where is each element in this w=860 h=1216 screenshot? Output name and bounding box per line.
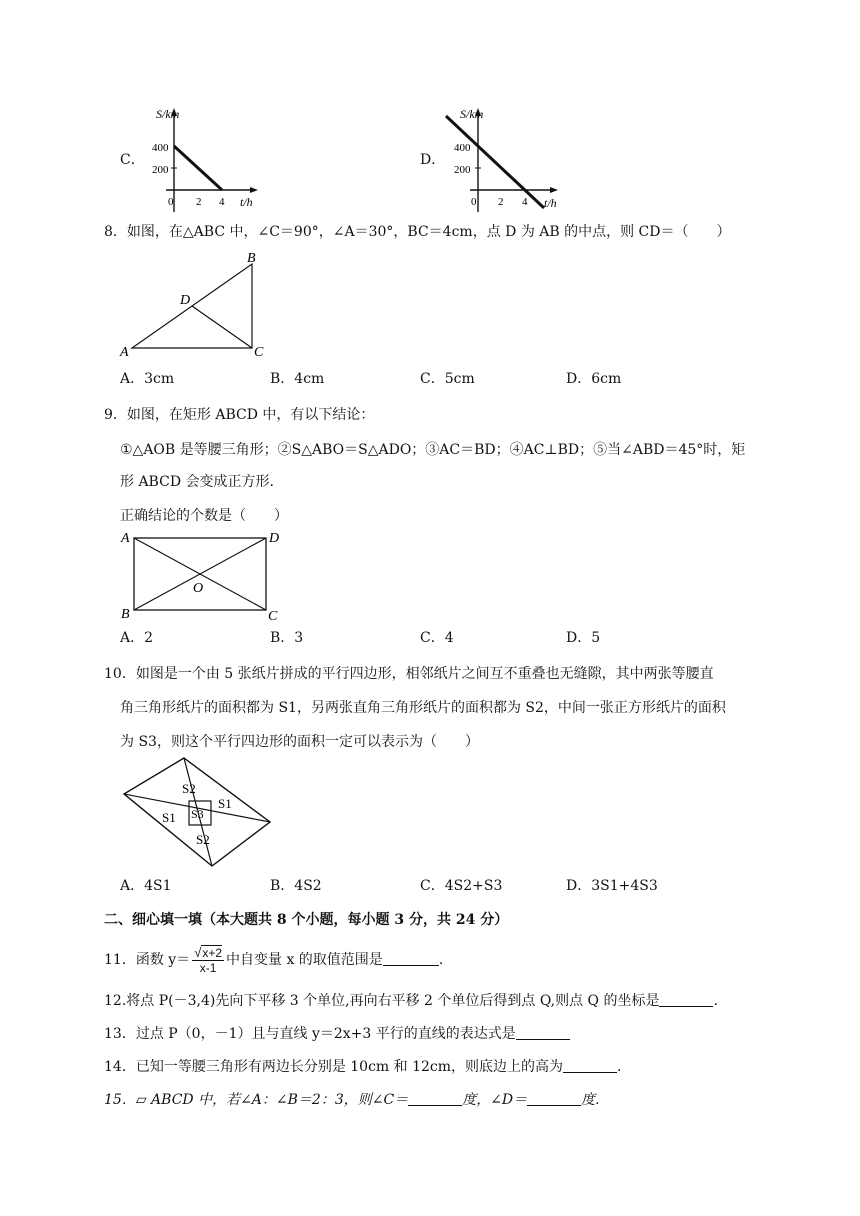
q10-label-s2-top: S2	[182, 781, 196, 796]
section2-heading: 二、细心填一填（本大题共 8 个小题，每小题 3 分，共 24 分）	[104, 912, 509, 928]
q11-prefix: 11．函数 y＝	[104, 952, 191, 968]
q10-option-c: C．4S2+S3	[420, 878, 503, 894]
q10-line2: 角三角形纸片的面积都为 S1，另两张直角三角形纸片的面积都为 S2，中间一张正方形纸片的面积	[120, 700, 726, 716]
q7c-xlabel: t/h	[240, 195, 253, 209]
q14-text: 14．已知一等腰三角形有两边长分别是 10cm 和 12cm，则底边上的高为	[104, 1059, 564, 1075]
q7c-ylabel: S/km	[156, 107, 180, 121]
q10-line1: 10．如图是一个由 5 张纸片拼成的平行四边形，相邻纸片之间互不重叠也无缝隙，其中两张等腰直	[104, 666, 714, 682]
q10-label-s3: S3	[191, 807, 204, 821]
q7-option-d-label: D．	[420, 152, 446, 168]
q13-text: 13．过点 P（0，－1）且与直线 y＝2x+3 平行的直线的表达式是	[104, 1026, 516, 1042]
q8-option-b: B．4cm	[270, 371, 325, 387]
q7d-ylabel: S/km	[460, 107, 484, 121]
q11-line	[104, 940, 443, 980]
q8-option-c: C．5cm	[420, 371, 475, 387]
q10-option-d: D．3S1+4S3	[566, 878, 658, 894]
q8-label-d: D	[180, 293, 191, 308]
q14-answer-blank[interactable]	[563, 1058, 617, 1073]
q11-end: .	[438, 952, 444, 968]
q9-option-a: A．2	[120, 630, 154, 646]
q10-label-s1-right: S1	[218, 796, 232, 811]
q7-graph-d	[444, 104, 568, 216]
q11-suffix: 中自变量 x 的取值范围是	[226, 952, 383, 968]
q13-answer-blank[interactable]	[516, 1025, 570, 1040]
q8-label-c: C	[254, 345, 264, 360]
q7d-y400: 400	[454, 142, 471, 154]
q15-mid: 度，∠D＝	[462, 1092, 528, 1108]
q15-end: 度.	[581, 1092, 600, 1108]
q7c-x4: 4	[219, 196, 225, 208]
q9-line1: 9．如图，在矩形 ABCD 中，有以下结论：	[104, 407, 375, 423]
q9-label-o: O	[193, 581, 204, 596]
q10-parallelogram-figure	[116, 754, 280, 870]
q7c-x2: 2	[196, 196, 202, 208]
q9-line3: 形 ABCD 会变成正方形.	[120, 474, 274, 490]
q15-line	[104, 1090, 600, 1110]
q7c-y400: 400	[152, 142, 169, 154]
q7d-x0: 0	[471, 196, 477, 208]
q10-line3: 为 S3，则这个平行四边形的面积一定可以表示为（ ）	[120, 734, 479, 750]
q12-answer-blank[interactable]	[659, 992, 713, 1007]
q9-line2: ①△AOB 是等腰三角形；②S△ABO＝S△ADO；③AC＝BD；④AC⊥BD；⑤当∠ABD＝45°时，矩	[120, 442, 746, 458]
q11-answer-blank[interactable]	[383, 951, 439, 966]
q12-end: .	[713, 993, 718, 1009]
q10-label-s1-left: S1	[162, 810, 176, 825]
q8-option-d: D．6cm	[566, 371, 622, 387]
q9-option-b: B．3	[270, 630, 304, 646]
q7-option-c-label: C．	[120, 152, 145, 168]
q7d-xlabel: t/h	[544, 196, 557, 210]
q11-numerator: x+2	[202, 946, 223, 960]
q8-triangle-figure	[116, 248, 276, 360]
q12-line	[104, 991, 718, 1011]
q7d-x2: 2	[498, 196, 504, 208]
q9-option-d: D．5	[566, 630, 601, 646]
q15-answer-blank-c[interactable]	[408, 1091, 462, 1106]
q9-label-d: D	[269, 531, 280, 546]
q9-rectangle-figure	[116, 528, 286, 624]
q15-prefix: 15．▱ ABCD 中，若∠A：∠B＝2：3，则∠C＝	[104, 1092, 409, 1108]
q7c-x0: 0	[168, 196, 174, 208]
q10-label-s2-bottom: S2	[196, 832, 210, 847]
q11-fraction: $\frac{√x+2}{x-1}$	[194, 945, 223, 975]
q7d-x4: 4	[522, 196, 528, 208]
q8-label-b: B	[247, 251, 256, 266]
q8-text: 8．如图，在△ABC 中，∠C＝90°，∠A＝30°，BC＝4cm，点 D 为 AB 的中点，则 CD＝（ ）	[104, 224, 731, 240]
q9-line4: 正确结论的个数是（ ）	[120, 508, 288, 524]
q11-denominator: x-1	[199, 961, 217, 975]
q9-label-a: A	[121, 531, 130, 546]
q14-end: .	[617, 1059, 622, 1075]
q8-option-a: A．3cm	[120, 371, 175, 387]
q9-option-c: C．4	[420, 630, 454, 646]
q7-graph-c	[146, 104, 266, 216]
q10-option-b: B．4S2	[270, 878, 322, 894]
q13-line	[104, 1024, 570, 1044]
q9-label-c: C	[268, 609, 278, 624]
q7c-y200: 200	[152, 164, 169, 176]
q15-answer-blank-d[interactable]	[527, 1091, 581, 1106]
q9-label-b: B	[121, 607, 130, 622]
q8-label-a: A	[120, 345, 129, 360]
q7d-y200: 200	[454, 164, 471, 176]
q14-line	[104, 1057, 621, 1077]
q12-text: 12.将点 P(－3,4)先向下平移 3 个单位,再向右平移 2 个单位后得到点 Q,则点 Q 的坐标是	[104, 993, 660, 1009]
q10-option-a: A．4S1	[120, 878, 172, 894]
